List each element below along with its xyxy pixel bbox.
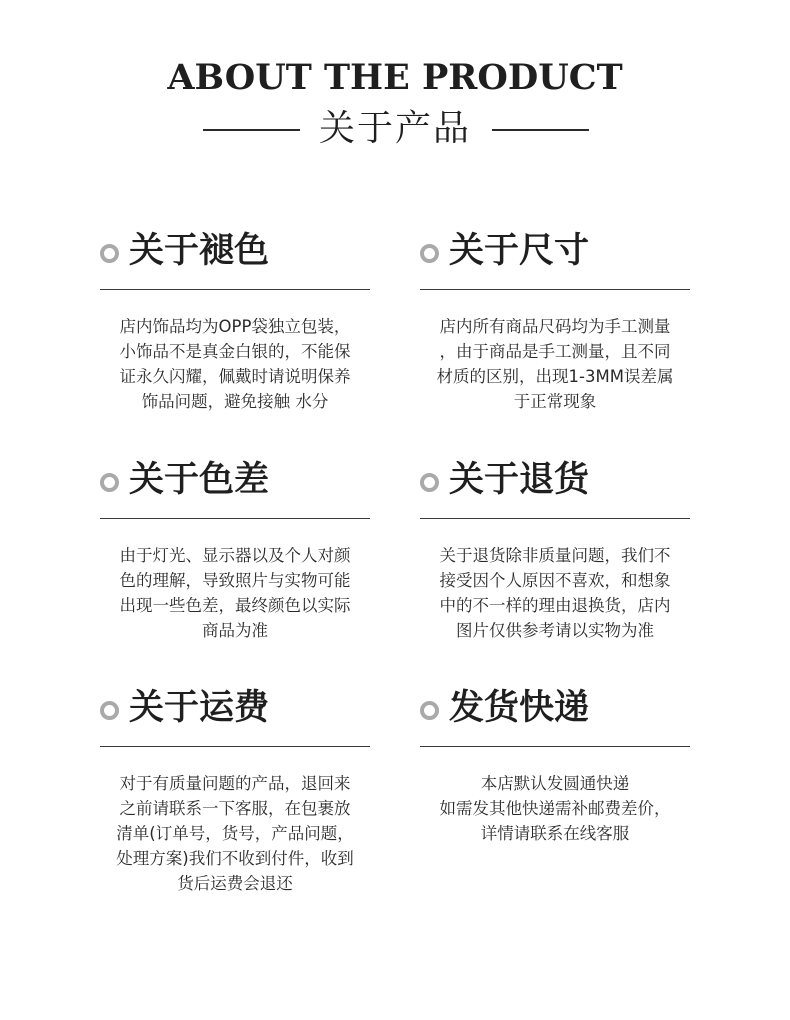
- section-divider: [420, 518, 690, 519]
- section-header: [100, 460, 370, 520]
- body-line: 饰品问题，避免接触 水分: [141, 392, 329, 411]
- body-line: 对于有质量问题的产品，退回来: [119, 774, 351, 793]
- circle-bullet-icon: [100, 244, 119, 263]
- body-line: 之前请联系一下客服，在包裹放: [119, 799, 351, 818]
- section-title: 关于尺寸: [449, 231, 590, 271]
- body-line: ，由于商品是手工测量，且不同: [439, 342, 671, 361]
- section-delivery: [420, 688, 690, 843]
- body-line: 处理方案)我们不收到付件，收到: [116, 849, 354, 868]
- section-body: [100, 543, 370, 643]
- body-line: 详情请联系在线客服: [480, 824, 630, 843]
- section-header: [420, 231, 690, 291]
- section-title: 关于运费: [129, 688, 270, 728]
- circle-bullet-icon: [420, 701, 439, 720]
- body-line: 小饰品不是真金白银的，不能保: [119, 342, 351, 361]
- body-line: 中的不一样的理由退换货，店内: [439, 596, 671, 615]
- section-color-difference: [100, 460, 370, 640]
- body-line: 关于退货除非质量问题，我们不: [439, 546, 671, 565]
- section-body: [420, 314, 690, 414]
- body-line: 色的理解，导致照片与实物可能: [119, 571, 351, 590]
- body-line: 货后运费会退还: [177, 874, 293, 893]
- body-line: 本店默认发圆通快递: [480, 774, 630, 793]
- page-header: [0, 58, 790, 154]
- body-line: 店内饰品均为OPP袋独立包装，: [119, 317, 351, 336]
- section-header: [100, 688, 370, 748]
- circle-bullet-icon: [420, 473, 439, 492]
- section-header: [420, 460, 690, 520]
- body-line: 接受因个人原因不喜欢，和想象: [439, 571, 671, 590]
- section-divider: [100, 289, 370, 290]
- body-line: 商品为准: [202, 621, 268, 640]
- section-fading: [100, 231, 370, 411]
- section-header: [100, 231, 370, 291]
- section-divider: [100, 746, 370, 747]
- section-divider: [420, 289, 690, 290]
- section-returns: [420, 460, 690, 640]
- page-title-english: ABOUT THE PRODUCT: [167, 57, 623, 98]
- section-title: 关于退货: [449, 460, 590, 500]
- section-body: [420, 543, 690, 643]
- body-line: 店内所有商品尺码均为手工测量: [439, 317, 671, 336]
- body-line: 证永久闪耀，佩戴时请说明保养: [119, 367, 351, 386]
- section-title: 关于褪色: [129, 231, 270, 271]
- section-shipping-fee: [100, 688, 370, 893]
- body-line: 清单(订单号，货号，产品问题，: [116, 824, 354, 843]
- section-header: [420, 688, 690, 748]
- section-body: [420, 771, 690, 846]
- body-line: 材质的区别，出现1-3MM误差属: [436, 367, 674, 386]
- body-line: 由于灯光、显示器以及个人对颜: [119, 546, 351, 565]
- subtitle-divider-right: [492, 129, 589, 131]
- section-body: [100, 314, 370, 414]
- section-title: 发货快递: [449, 688, 590, 728]
- section-divider: [100, 518, 370, 519]
- page-title-chinese: 关于产品: [318, 108, 471, 149]
- body-line: 于正常现象: [513, 392, 597, 411]
- body-line: 如需发其他快递需补邮费差价，: [439, 799, 671, 818]
- section-title: 关于色差: [129, 460, 270, 500]
- circle-bullet-icon: [100, 473, 119, 492]
- circle-bullet-icon: [420, 244, 439, 263]
- circle-bullet-icon: [100, 701, 119, 720]
- section-size: [420, 231, 690, 411]
- body-line: 出现一些色差，最终颜色以实际: [119, 596, 351, 615]
- section-divider: [420, 746, 690, 747]
- section-body: [100, 771, 370, 896]
- page-subtitle-row: [0, 104, 790, 154]
- body-line: 图片仅供参考请以实物为准: [456, 621, 654, 640]
